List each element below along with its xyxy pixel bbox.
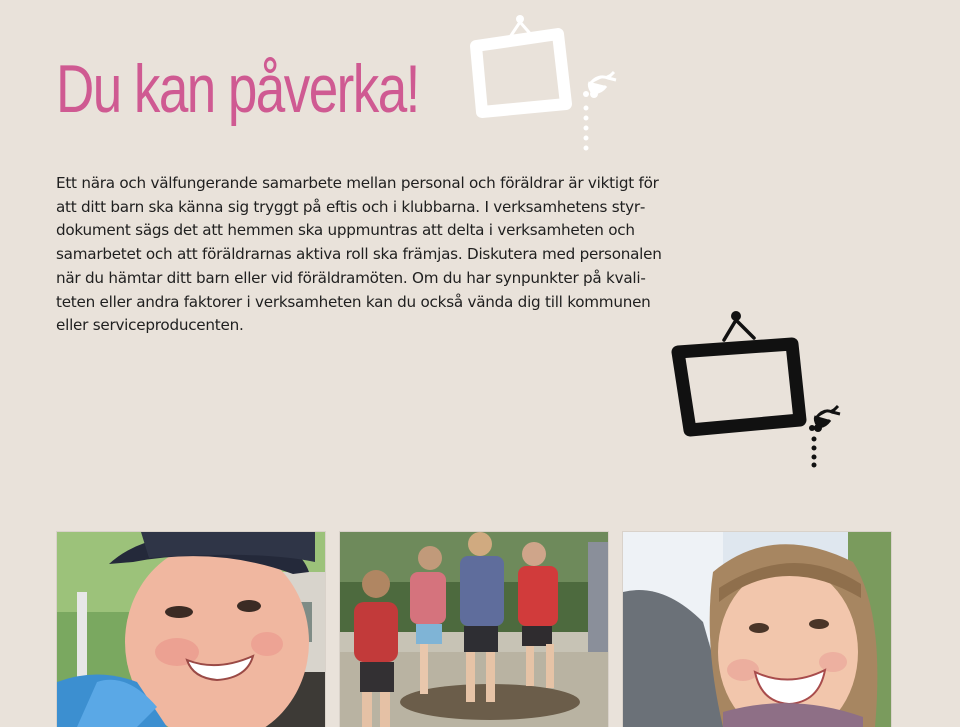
hanging-frame-black-icon <box>668 306 848 471</box>
photo-smiling-girl <box>623 532 891 727</box>
hanging-frame-white-icon <box>468 12 628 162</box>
body-paragraph: Ett nära och välfungerande samarbete mellan personal och föräldrar är viktigt för att ditt barn ska känna sig tryggt på eftis och i klubbarna. I verksamhetens styrdokument sägs det att hemmen ska uppmuntras att delta i verksamheten och samarbetet och att föräldrarnas aktiva roll ska främjas. Diskutera med personalen när du hämtar ditt barn eller vid föräldramöten. Om du har synpunkter på kvaliteten eller andra faktorer i verksamheten kan du också vända dig till kommunen eller serviceproducenten. <box>56 174 662 335</box>
page-title: Du kan påverka! <box>56 51 419 127</box>
photo-children-on-merry-go-round <box>340 532 608 727</box>
photo-boy-with-cap <box>57 532 325 727</box>
